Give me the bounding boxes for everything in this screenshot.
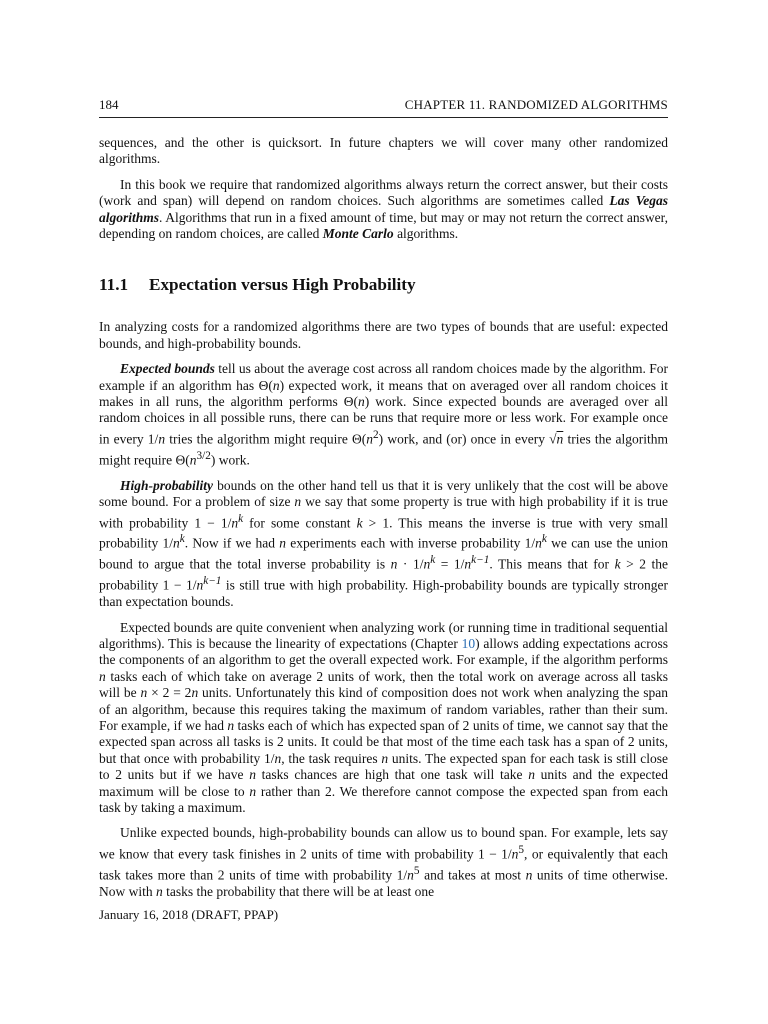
paragraph-intro: In analyzing costs for a randomized algorithms there are two types of bounds that are useful: expected bounds, and high-probability bounds. — [99, 319, 668, 351]
page-body — [99, 135, 668, 909]
term-high-probability: High-probability — [120, 477, 214, 493]
chapter-title: CHAPTER 11. RANDOMIZED ALGORITHMS — [404, 97, 668, 112]
chapter-reference-link[interactable]: 10 — [461, 635, 476, 651]
header-rule — [99, 117, 668, 118]
section-number: 11.1 — [99, 275, 129, 295]
paragraph-high-probability: High-probability bounds on the other hand tell us that it is very unlikely that the cost will be above some bound. For a problem of size n we say that some property is true with high probability if it is true with probability $1 - 1/n^k$ for some constant k > 1. This means the inverse is true with very small probability $1/n^k$. Now if we had n experiments each with inverse probability $1/n^k$ we can use the union bound to argue that the total inverse probability is $n \cdot 1/n^k = 1/n^{k-1}$. This means that for k > 2 the probability $1 - 1/n^{k-1}$ is still true with high probability. High-probability bounds are typically stronger than expectation bounds. — [99, 477, 669, 610]
paragraph-expected-bounds: Expected bounds tell us about the average cost across all random choices made by the algorithm. For example if an algorithm has Θ(n) expected work, it means that on averaged over all random choices it makes in all runs, the algorithm performs Θ(n) work. Since expected bounds are averaged over all random choices in all possible runs, there can be runs that require more or less work. For example once in every 1/n tries the algorithm might require $\Theta(n^2)$ work, and (or) once in every √n tries the algorithm might require $\Theta(n^{3/2})$ work. — [99, 361, 669, 468]
term-las-vegas: Las Vegas algorithms — [99, 193, 668, 225]
paragraph-las-vegas: In this book we require that randomized algorithms always return the correct answer, but their costs (work and span) will depend on random choices. Such algorithms are sometimes called Las Vegas algorithms. Algorithms that run in a fixed amount of time, but may or may not return the correct answer, depending on random choices, are called Monte Carlo algorithms. — [99, 176, 668, 242]
document-page — [99, 0, 668, 1024]
page-footer: January 16, 2018 (DRAFT, PPAP) — [99, 907, 279, 922]
section-heading — [99, 275, 668, 295]
page-number: 184 — [99, 97, 119, 112]
section-title: Expectation versus High Probability — [149, 275, 416, 295]
paragraph-linearity: Expected bounds are quite convenient when analyzing work (or running time in traditional sequential algorithms). This is because the linearity of expectations (Chapter 10) allows adding expectations across the components of an algorithm to get the overall expected work. For example, if the algorithm performs n tasks each of which take on average 2 units of work, then the total work on average across all tasks will be n × 2 = 2n units. Unfortunately this kind of composition does not work when analyzing the span of an algorithm, because this requires taking the maximum of random variables, rather than their sum. For example, if we had n tasks each of which has expected span of 2 units of time, we cannot say that the expected span across all tasks is 2 units. It could be that most of the time each task has a span of 2 units, but that once with probability 1/n, the task requires n units. The expected span for each task is still close to 2 units but if we have n tasks chances are high that one task will take n units and the expected maximum will be close to n rather than 2. We therefore cannot compose the expected span from each task by taking a maximum. — [99, 619, 669, 815]
term-monte-carlo: Monte Carlo — [322, 226, 394, 242]
paragraph-continuation: sequences, and the other is quicksort. In future chapters we will cover many other randomized algorithms. — [99, 135, 668, 167]
term-expected-bounds: Expected bounds — [120, 361, 215, 377]
paragraph-span-bounds: Unlike expected bounds, high-probability bounds can allow us to bound span. For example, lets say we know that every task finishes in 2 units of time with probability $1 - 1/n^5$, or equivalently that each task takes more than 2 units of time with probability $1/n^5$ and takes at most n units of time otherwise. Now with n tasks the probability that there will be at least one — [99, 825, 668, 899]
running-header — [99, 97, 668, 113]
